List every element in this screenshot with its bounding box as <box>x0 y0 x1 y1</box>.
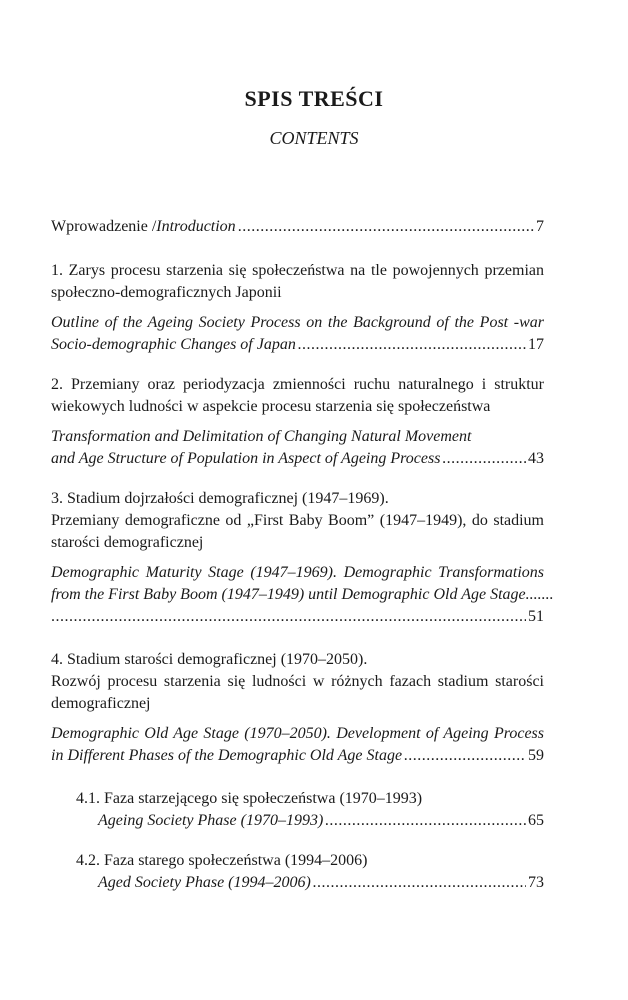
dot-leader <box>404 745 526 767</box>
toc-line <box>51 448 544 470</box>
page-number: 51 <box>528 608 544 625</box>
entry-title-pl: 1. Zarys procesu starzenia się społeczeństwa na tle powojennych przemian <box>51 262 544 279</box>
page-number: 59 <box>528 747 544 764</box>
entry-title-en: from the First Baby Boom (1947–1949) until Demographic Old Age Stage....... <box>51 586 554 603</box>
entry-title-en: Introduction <box>156 218 236 235</box>
entry-title-en: and Age Structure of Population in Aspect of Ageing Process <box>51 450 441 467</box>
entry-title-pl: wiekowych ludności w aspekcie procesu starzenia się społeczeństwa <box>51 398 491 415</box>
page-number: 43 <box>528 450 544 467</box>
entry-title-pl: Przemiany demograficzne od „First Baby Boom” (1947–1949), do stadium <box>51 512 544 529</box>
entry-title-pl: 4. Stadium starości demograficznej (1970–2050). <box>51 651 368 668</box>
toc-line <box>51 745 544 767</box>
page-subtitle: CONTENTS <box>269 128 359 148</box>
entry-title-en: in Different Phases of the Demographic Old Age Stage <box>51 747 403 764</box>
toc-entry-chapter-1[interactable] <box>51 260 544 356</box>
entry-title-en: Demographic Old Age Stage (1970–2050). Development of Ageing Process <box>51 725 544 742</box>
dot-leader <box>313 872 526 894</box>
toc-entry-chapter-3[interactable] <box>51 488 554 628</box>
toc-entry-chapter-2[interactable] <box>51 374 544 470</box>
toc-entry-chapter-4[interactable] <box>51 649 544 767</box>
entry-title-pl: 4.1. Faza starzejącego się społeczeństwa (1970–1993) <box>76 790 423 807</box>
entry-title-pl: 4.2. Faza starego społeczeństwa (1994–2006) <box>76 852 368 869</box>
entry-title-en: Aged Society Phase (1994–2006) <box>98 874 311 891</box>
entry-title-en: Socio-demographic Changes of Japan <box>51 336 296 353</box>
dot-leader <box>442 448 526 470</box>
toc-entry-introduction[interactable] <box>51 216 544 238</box>
dot-leader <box>298 334 526 356</box>
entry-title-pl: demograficznej <box>51 695 151 712</box>
page-number: 7 <box>536 218 544 235</box>
toc-line <box>76 872 544 894</box>
toc-line <box>51 334 544 356</box>
entry-title-pl: 2. Przemiany oraz periodyzacja zmienności ruchu naturalnego i struktur <box>51 376 544 393</box>
entry-title-pl: Wprowadzenie / <box>51 218 157 235</box>
page-number: 17 <box>528 336 544 353</box>
entry-title-en: Demographic Maturity Stage (1947–1969). Demographic Transformations <box>51 564 544 581</box>
toc-entry-section-4-2[interactable] <box>76 850 544 894</box>
dot-leader <box>325 810 526 832</box>
entry-title-pl: 3. Stadium dojrzałości demograficznej (1947–1969). <box>51 490 389 507</box>
page-number: 65 <box>528 812 544 829</box>
entry-title-en: Ageing Society Phase (1970–1993) <box>98 812 324 829</box>
page-title: SPIS TREŚCI <box>244 86 384 111</box>
toc-line <box>51 606 544 628</box>
entry-title-pl: społeczno-demograficznych Japonii <box>51 284 282 301</box>
entry-title-pl: Rozwój procesu starzenia się ludności w różnych fazach stadium starości <box>51 673 544 690</box>
toc-line <box>76 810 544 832</box>
toc-line <box>51 216 544 238</box>
dot-leader <box>51 606 526 628</box>
toc-entry-section-4-1[interactable] <box>76 788 544 832</box>
page-number: 73 <box>528 874 544 891</box>
dot-leader <box>238 216 534 238</box>
entry-title-pl: starości demograficznej <box>51 534 204 551</box>
entry-title-en: Transformation and Delimitation of Changing Natural Movement <box>51 428 472 445</box>
entry-title-en: Outline of the Ageing Society Process on the Background of the Post -war <box>51 314 544 331</box>
